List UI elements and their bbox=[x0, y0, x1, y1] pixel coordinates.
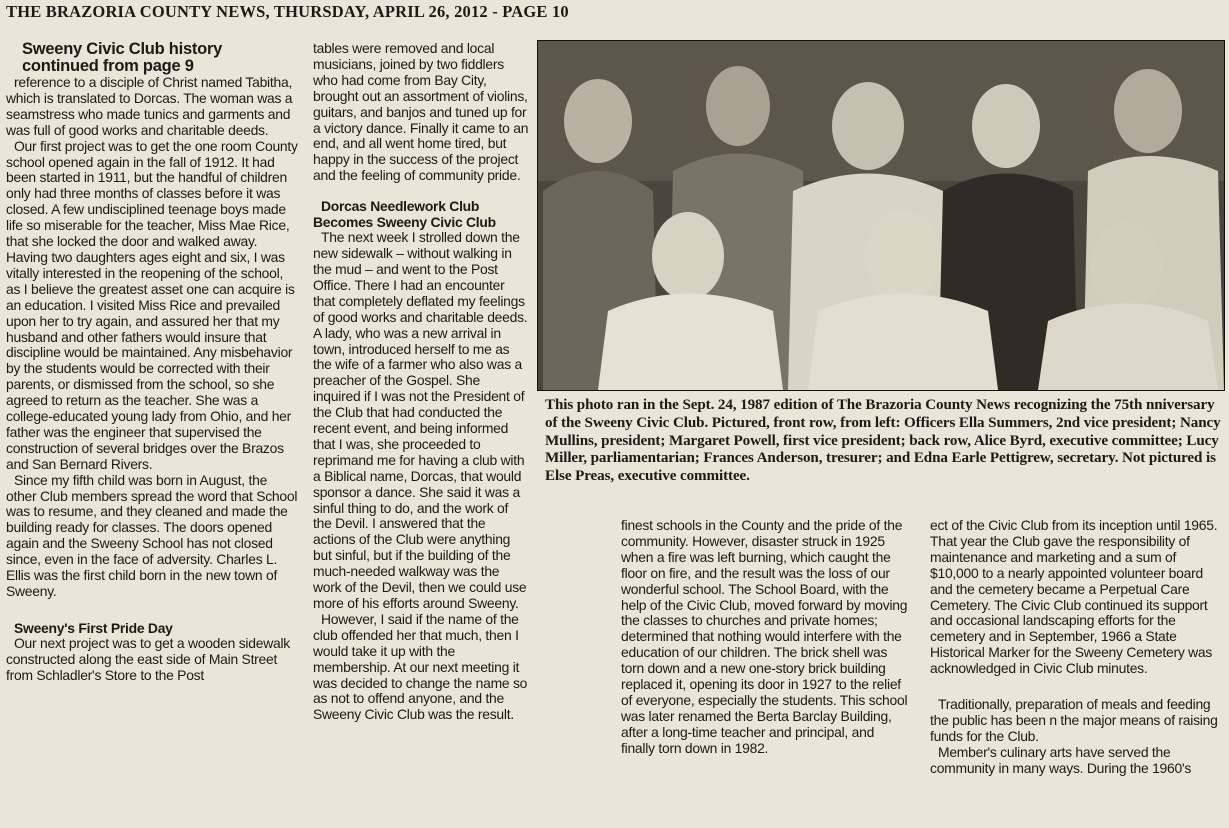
column-4 bbox=[930, 518, 1222, 828]
paragraph: Member's culinary arts have served the community in many ways. During the 1960's bbox=[930, 743, 1192, 776]
paragraph: However, I said if the name of the club offended her that much, then I would take it up with the membership. At our next meeting it was decided to change the name so as not to offend anyone, and the Sweeny Civic Club was the result. bbox=[313, 610, 528, 723]
paragraph: Traditionally, preparation of meals and feeding the public has been n the major means of raising funds for the Club. bbox=[930, 696, 1218, 744]
paragraph: Our next project was to get a wooden sidewalk constructed along the east side of Main Street from Schladler's Store to the Post bbox=[6, 634, 290, 683]
column-3 bbox=[621, 518, 909, 828]
paragraph: tables were removed and local musicians, joined by two fiddlers who had come from Bay City, brought out an assortment of violins, guitars, and banjos and tuned up for a victory dance. Finally it came to an end, and all went home tired, but happy in the success of the project and the feeling of community pride. bbox=[313, 41, 529, 184]
column-1 bbox=[6, 41, 299, 828]
photo-caption: This photo ran in the Sept. 24, 1987 edition of The Brazoria County News recognizing the 75th nniversary of the Sweeny Civic Club. Pictured, front row, from left: Officers Ella Summers, 2nd vice president; Nancy Mullins, president; Margaret Powell, first vice president; back row, Alice Byrd, executive committee; Lucy Miller, parliamentarian; Frances Anderson, tresurer; and Edna Earle Pettigrew, secretary. Not pictured is Else Preas, executive committee. bbox=[545, 397, 1221, 485]
section-subhead-line-1: Dorcas Needlework Club bbox=[321, 198, 480, 215]
masthead: THE BRAZORIA COUNTY NEWS, THURSDAY, APRIL 26, 2012 - PAGE 10 bbox=[6, 2, 569, 21]
article-headline-line-2: continued from page 9 bbox=[22, 57, 194, 75]
section-subhead: Sweeny's First Pride Day bbox=[14, 619, 173, 636]
paragraph: Since my fifth child was born in August, the other Club members spread the word that School was to resume, and they cleaned and made the building ready for classes. The doors opened again and the Sweeny School has not closed since, even in the face of adversity. Charles L. Ellis was the first child born in the new town of Sweeny. bbox=[6, 471, 298, 599]
paragraph: reference to a disciple of Christ named Tabitha, which is translated to Dorcas. The woman was a seamstress who made tunics and garments and was full of good works and charitable deeds. bbox=[6, 74, 293, 138]
column-2 bbox=[313, 41, 529, 828]
article-headline-line-1: Sweeny Civic Club history bbox=[22, 41, 223, 58]
paragraph: finest schools in the County and the pride of the community. However, disaster struck in 1925 when a fire was left burning, which caught the floor on fire, and the result was the loss of our wonderful school. The School Board, with the help of the Civic Club, moved forward by moving the classes to churches and private homes; determined that nothing would interfere with the education of our children. The brick shell was torn down and a new one-story brick building replaced it, opening its door in 1927 to the relief of everyone, especially the students. This school was later renamed the Berta Barclay Building, after a long-time teacher and principal, and finally torn down in 1982. bbox=[621, 518, 908, 756]
paragraph: ect of the Civic Club from its inception until 1965. That year the Club gave the responsibility of maintenance and marketing and a sum of $10,000 to a nearly appointed volunteer board and the cemetery became a Perpetual Care Cemetery. The Civic Club continued its support and occasional landscaping efforts for the cemetery and in September, 1966 a State Historical Marker for the Sweeny Cemetery was acknowledged in Civic Club minutes. bbox=[930, 518, 1218, 677]
section-subhead-line-2: Becomes Sweeny Civic Club bbox=[313, 214, 496, 231]
group-photo bbox=[537, 40, 1225, 391]
paragraph: Our first project was to get the one room County school opened again in the fall of 1912. It had been started in 1911, but the handful of children only had three months of classes before it was closed. A few undisciplined teenage boys made life so miserable for the teacher, Miss Mae Rice, that she locked the door and walked away. Having two daughters ages eight and six, I was vitally interested in the reopening of the school, as I believe the greatest asset one can acquire is an education. I visited Miss Rice and prevailed upon her to try again, and assured her that my husband and other fathers would insure that discipline would be maintained. Any misbehavior by the students would be corrected with their parents, or dismissed from the school, so she agreed to return as the teacher. She was a college-educated young lady from Ohio, and her father was the engineer that supervised the construction of several bridges over the Brazos and San Bernard Rivers. bbox=[6, 137, 298, 472]
paragraph: The next week I strolled down the new sidewalk – without walking in the mud – and went to the Post Office. There I had an encounter that completely deflated my feelings of good works and charitable deeds. A lady, who was a new arrival in town, introduced herself to me as the wife of a farmer who also was a preacher of the Gospel. She inquired if I was not the President of the Club that had conducted the recent event, and being informed that I was, she proceeded to reprimand me for having a club with a Biblical name, Dorcas, that would sponsor a dance. She said it was a sinful thing to do, and the work of the Devil. I answered that the actions of the Club were anything but sinful, but if the building of the much-needed walkway was the work of the Devil, then we could use more of his efforts around Sweeny. bbox=[313, 229, 528, 611]
